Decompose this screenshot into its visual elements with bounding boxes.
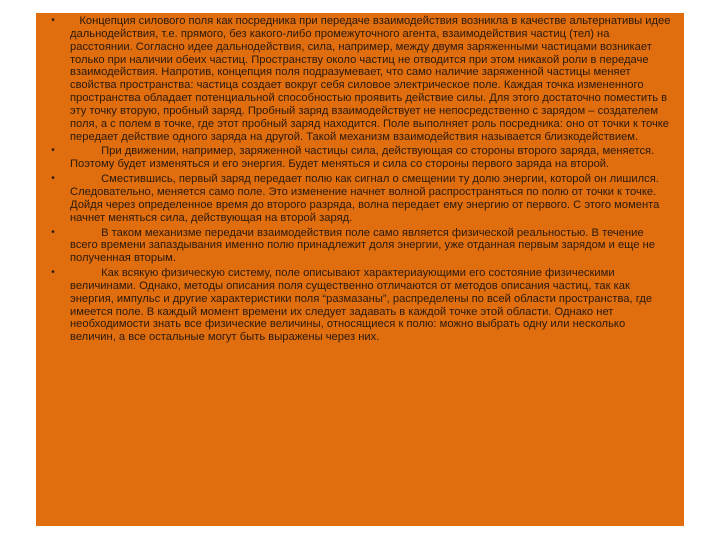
- bullet-item: [36, 173, 672, 224]
- bullet-item: [36, 227, 672, 266]
- paragraph-text: Как всякую физическую систему, поле описывают характериаующими его состояние физическими величинами. Однако, методы описания поля существенно отличаются от методов описания частиц, так как энергия, импульс и другие характеристики поля “размазаны”, распределены по всей области пространства, где имеется поле. В каждый момент времени их следует задавать в каждой точке этой области. Однако нет необходимости знать все физические величины, относящиеся к полю: можно выбрать одну или несколько величин, а все остальные могут быть выражены через них.: [70, 267, 656, 344]
- bullet-marker: •: [51, 267, 55, 279]
- bullet-item: [36, 15, 672, 143]
- paragraph-text: При движении, например, заряженной частицы сила, действующая со стороны второго заряда, меняется. Поэтому будет изменяться и его энергия. Будет меняться и сила со стороны первого заряда на второй.: [70, 145, 658, 171]
- bullet-marker: •: [51, 15, 55, 26]
- paragraph-text: Сместившись, первый заряд передает полю как сигнал о смещении ту долю энергии, которой он лишился. Следовательно, меняется само поле. Это изменение начнет волной распространяться по полю от точки к точке. Дойдя через определенное время до второго разряда, волна передает ему энергию от первого. С этого момента начнет меняться сила, действующая на второй заряд.: [70, 173, 663, 224]
- paragraph-text: В таком механизме передачи взаимодействия поле само является физической реальностью. В течение всего времени запаздывания именно полю принадлежит доля энергии, уже отданная первым зарядом и еще не полученная вторым.: [70, 226, 659, 265]
- bullet-item: [36, 267, 672, 344]
- bullet-item: [36, 145, 672, 171]
- bullet-marker: •: [51, 173, 55, 185]
- slide-body: [36, 13, 684, 526]
- bullet-marker: •: [51, 145, 55, 157]
- paragraph-text: Концепция силового поля как посредника при передаче взаимодействия возникла в качестве альтернативы идее дальнодействия, т.е. прямого, без какого-либо промежуточного агента, взаимодействия частиц (тел) на расстоянии. Согласно идее дальнодействия, сила, например, между двумя заряженными частицами возникает только при наличии обеих частиц. Пространству около частиц не отводится при этом никакой роли в передаче взаимодействия. Напротив, концепция поля подразумевает, что само наличие заряженной частицы меняет свойства пространства: частица создает вокруг себя силовое электрическое поле. Каждая точка измененного пространства обладает потенциальной способностью проявить действие силы. Для этого достаточно поместить в эту точку вторую, пробный заряд. Пробный заряд взаимодействует не непосредственно с зарядом – создателем поля, а с полем в точке, где этот пробный заряд находится. Поле выполняет роль посредника: оно от точки к точке передает действие одного заряда на другой. Такой механизм взаимодействия называется близкодействием.: [70, 15, 674, 143]
- bullet-marker: •: [51, 226, 55, 238]
- bullet-list: [36, 15, 672, 344]
